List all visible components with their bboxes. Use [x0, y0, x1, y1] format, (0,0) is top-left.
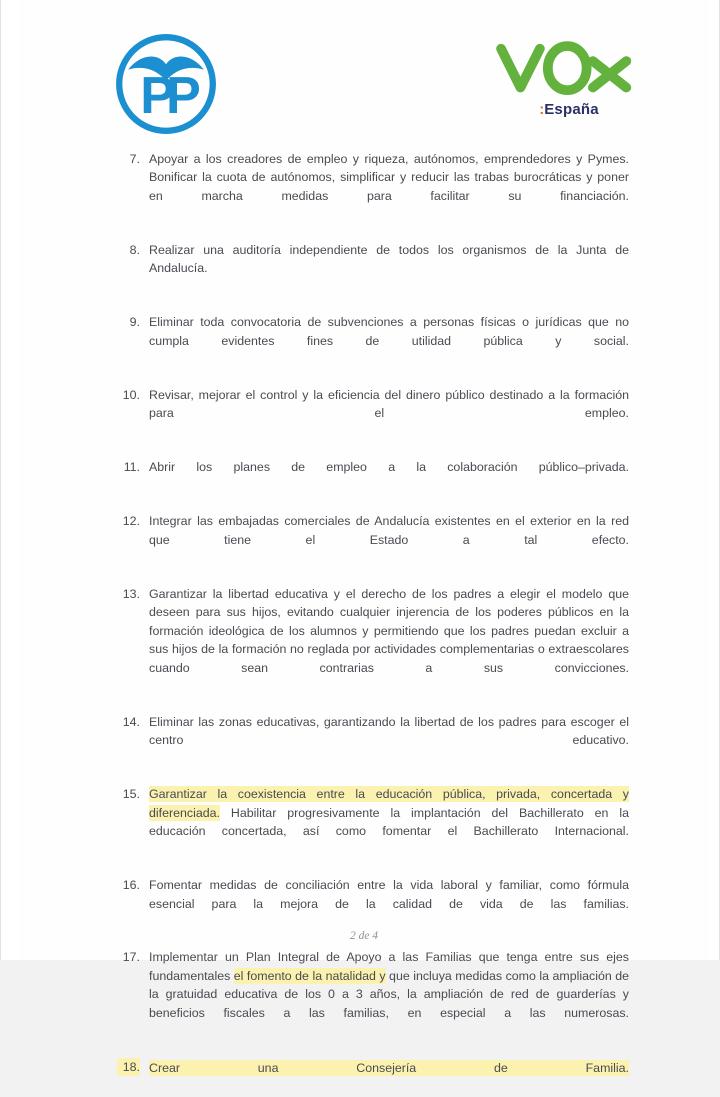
plain-text: Integrar las embajadas comerciales de Andalucía existentes en el exterior en la red que tiene el Estado a tal efecto.: [149, 514, 629, 547]
list-item-text: [149, 386, 629, 441]
list-item-number: 15.: [122, 787, 140, 802]
list-item-number: 14.: [122, 714, 140, 729]
list-item-number: 11.: [123, 460, 140, 475]
highlighted-text: el fomento de la natalidad y: [233, 968, 386, 983]
list-item-number: 10.: [122, 387, 140, 402]
list-item-number: 16.: [122, 878, 140, 893]
vox-subtitle: [494, 102, 644, 117]
list-item-number: 18.: [117, 1058, 140, 1076]
list-item-text: [149, 458, 629, 495]
vox-subtitle-text: España: [544, 101, 599, 118]
highlighted-text: Garantizar la coexistencia entre la educación pública, privada, concertada y diferenciada.: [149, 787, 629, 820]
list-item-number: 12.: [122, 514, 140, 529]
list-item-text: [149, 713, 629, 768]
plain-text: Habilitar progresivamente la implantación del Bachillerato en la educación concertada, así como fomentar el Bachillerato Internacional.: [149, 805, 629, 839]
list-item-text: [149, 1059, 629, 1096]
list-item: [117, 386, 629, 441]
vox-dots-icon: :: [539, 101, 544, 118]
plain-text: que incluya medidas como la ampliación de la gratuidad educativa de los 0 a 3 años, la ampliación de red de guarderías y beneficios fiscales a las familias, en especial a las numerosas.: [149, 968, 630, 1020]
list-item: [117, 512, 629, 567]
list-item: [117, 150, 629, 224]
vox-wordmark: [494, 40, 644, 100]
svg-text:PP: PP: [140, 66, 192, 125]
list-item-number: 7.: [129, 152, 140, 166]
list-item-number: 9.: [129, 315, 140, 330]
plain-text: Eliminar las zonas educativas, garantizando la libertad de los padres para escoger el centro educativo.: [149, 714, 629, 748]
plain-text: Garantizar la libertad educativa y el derecho de los padres a elegir el modelo que deseen para sus hijos, evitando cualquier injerencia de los poderes públicos en la formación ideológica de los alumnos y permitiendo que los padres puedan excluir a sus hijos de la formación no reglada por actividades complementarias o extraescolares cuando sean contrarias a sus convicciones.: [149, 586, 629, 675]
logo-header: [19, 0, 709, 150]
list-item: [117, 948, 629, 1040]
page-footer: [19, 930, 709, 942]
list-item-number: 8.: [129, 242, 140, 257]
list-item: [117, 313, 629, 368]
page-content-area: [19, 0, 709, 1075]
document-body: [19, 150, 709, 1097]
list-item: [117, 241, 629, 296]
vox-party-logo-icon: [494, 40, 644, 140]
list-item-number: 13.: [122, 586, 140, 601]
list-item: [117, 713, 629, 768]
list-item: [117, 785, 629, 859]
plain-text: Realizar una auditoría independiente de todos los organismos de la Junta de Andalucía.: [149, 242, 629, 276]
list-item: [117, 1058, 629, 1097]
plain-text: Abrir los planes de empleo a la colaboración público–privada.: [149, 460, 629, 475]
list-item-number: 17.: [122, 950, 140, 965]
page-indicator: 2 de 4: [349, 930, 379, 942]
list-item-text: [149, 948, 629, 1040]
numbered-proposal-list: [117, 150, 629, 1097]
plain-text: Eliminar toda convocatoria de subvenciones a personas físicas o jurídicas que no cumpla evidentes fines de utilidad pública y social.: [149, 315, 629, 348]
highlighted-text: Crear una Consejería de Familia.: [149, 1060, 629, 1075]
list-item-text: [149, 785, 629, 859]
list-item: [117, 585, 629, 696]
plain-text: Apoyar a los creadores de empleo y riqueza, autónomos, emprendedores y Pymes. Bonificar la cuota de autónomos, simplificar y reducir las trabas burocráticas y poner en marcha medidas para facilitar su financiación.: [149, 152, 629, 203]
list-item-text: [149, 512, 629, 567]
list-item-text: [149, 150, 629, 224]
pp-party-logo-icon: [112, 30, 220, 138]
plain-text: Fomentar medidas de conciliación entre la vida laboral y familiar, como fórmula esencial para la mejora de la calidad de vida de las familias.: [149, 878, 629, 911]
plain-text: Implementar un Plan Integral de Apoyo a las Familias que tenga entre sus ejes fundamentales: [149, 950, 629, 983]
plain-text: Revisar, mejorar el control y la eficiencia del dinero público destinado a la formación para el empleo.: [149, 387, 629, 421]
list-item: [117, 876, 629, 931]
list-item: [117, 458, 629, 495]
list-item-text: [149, 241, 629, 296]
list-item-text: [149, 876, 629, 931]
list-item-text: [149, 585, 629, 696]
list-item-text: [149, 313, 629, 368]
